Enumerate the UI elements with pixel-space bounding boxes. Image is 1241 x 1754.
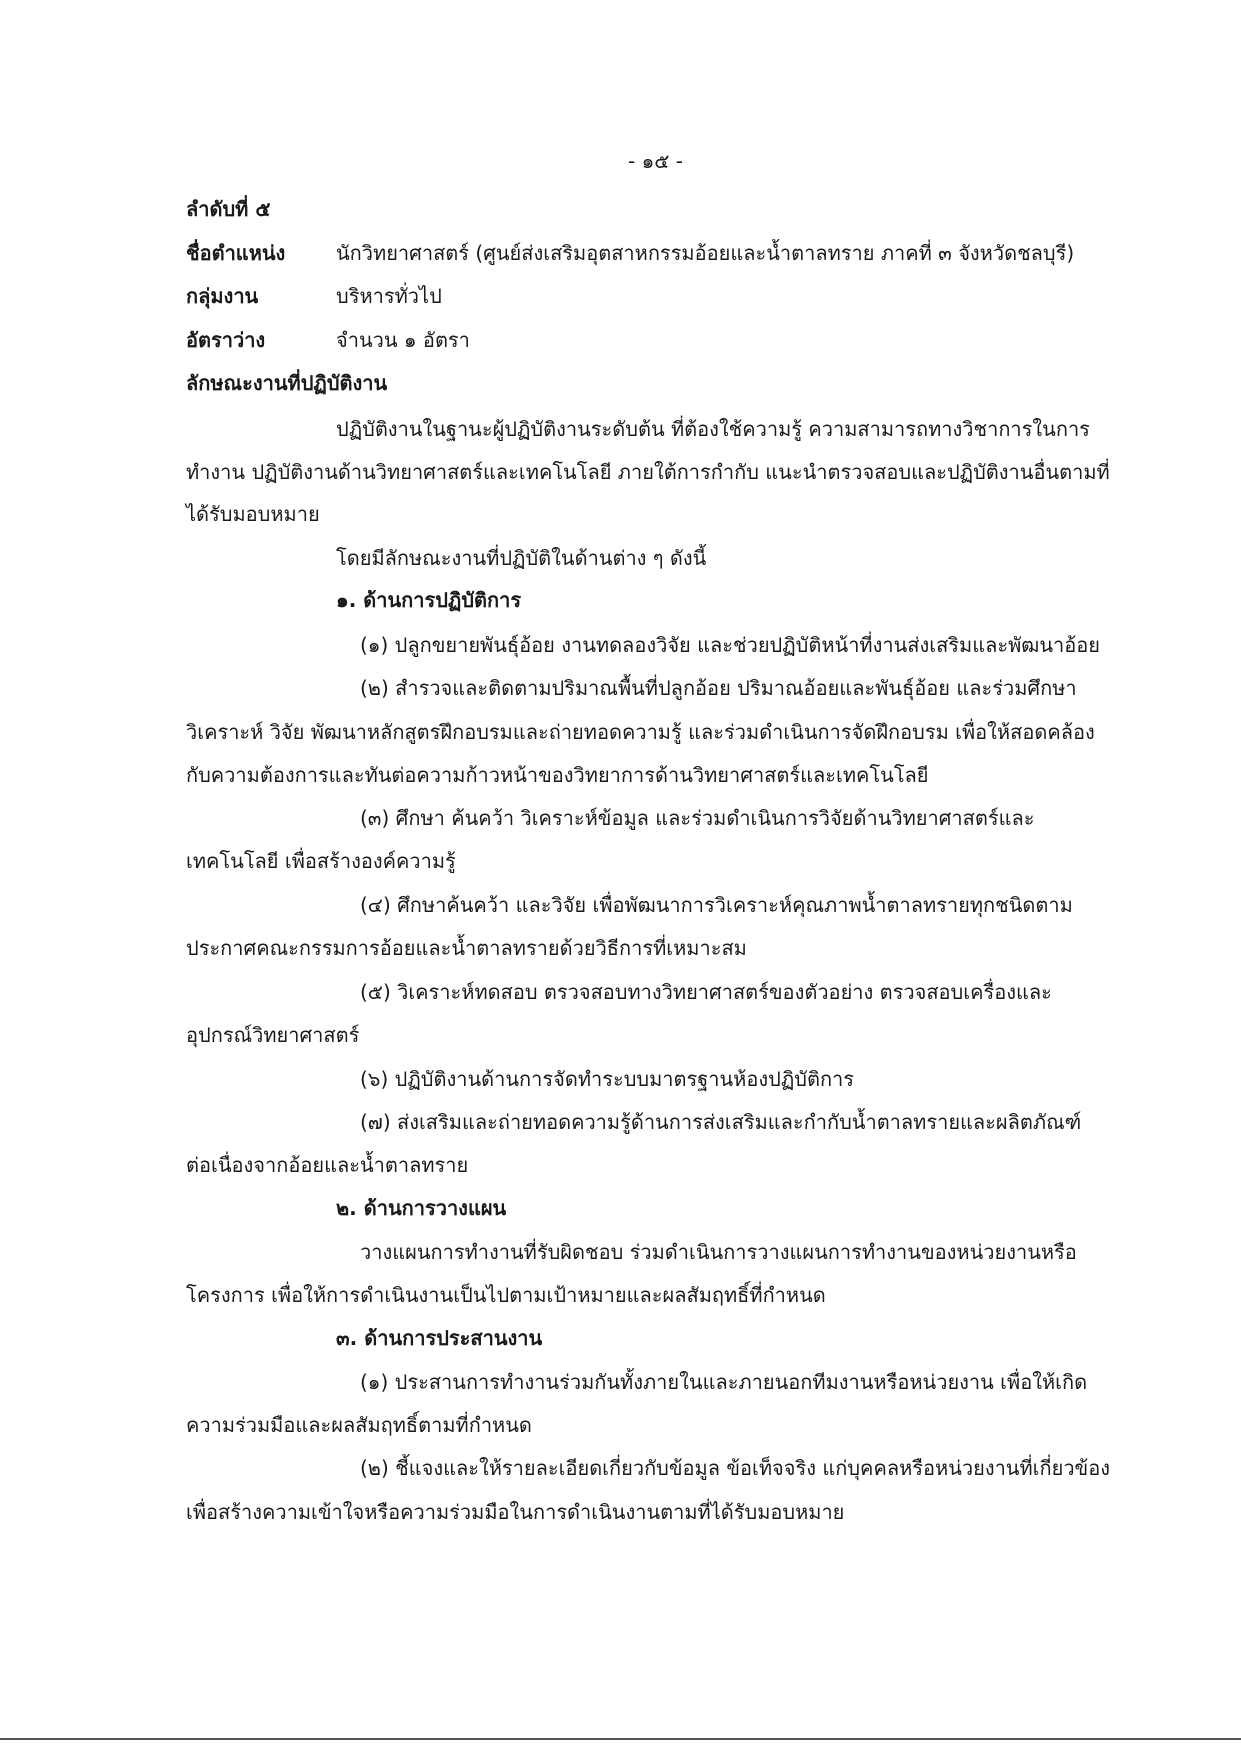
section-line: เพื่อสร้างความเข้าใจหรือความร่วมมือในการดำเนินงานตามที่ได้รับมอบหมาย (186, 1500, 845, 1524)
section-line: เทคโนโลยี เพื่อสร้างองค์ความรู้ (186, 849, 456, 873)
section-line: อุปกรณ์วิทยาศาสตร์ (186, 1023, 360, 1047)
section-line: (๒) ชี้แจงและให้รายละเอียดเกี่ยวกับข้อมูล ข้อเท็จจริง แก่บุคคลหรือหน่วยงานที่เกี่ยวข้อง (360, 1456, 1111, 1480)
bottom-edge-line (0, 1738, 1241, 1740)
job-description-heading: ลักษณะงานที่ปฏิบัติงาน (186, 371, 388, 395)
intro-line: ได้รับมอบหมาย (186, 502, 320, 526)
section-line: (๓) ศึกษา ค้นคว้า วิเคราะห์ข้อมูล และร่วมดำเนินการวิจัยด้านวิทยาศาสตร์และ (360, 806, 1035, 830)
section-line: โครงการ เพื่อให้การดำเนินงานเป็นไปตามเป้าหมายและผลสัมฤทธิ์ที่กำหนด (186, 1283, 826, 1307)
intro-line: ทำงาน ปฏิบัติงานด้านวิทยาศาสตร์และเทคโนโลยี ภายใต้การกำกับ แนะนำตรวจสอบและปฏิบัติงานอื่นตามที่ (186, 460, 1110, 484)
field-label: อัตราว่าง (186, 328, 266, 352)
page-number: - ๑๕ - (628, 149, 683, 173)
field-value: บริหารทั่วไป (336, 284, 442, 308)
field-vacancy (186, 325, 1166, 355)
section-line: (๑) ปลูกขยายพันธุ์อ้อย งานทดลองวิจัย และช่วยปฏิบัติหน้าที่งานส่งเสริมและพัฒนาอ้อย (360, 633, 1100, 657)
intro-line: ปฏิบัติงานในฐานะผู้ปฏิบัติงานระดับต้น ที่ต้องใช้ความรู้ ความสามารถทางวิชาการในการ (336, 417, 1090, 441)
section-line: (๖) ปฏิบัติงานด้านการจัดทำระบบมาตรฐานห้องปฏิบัติการ (360, 1067, 855, 1091)
field-group (186, 281, 1166, 311)
intro-lead: โดยมีลักษณะงานที่ปฏิบัติในด้านต่าง ๆ ดังนี้ (336, 546, 707, 570)
section-heading: ๓. ด้านการประสานงาน (336, 1326, 543, 1350)
section-line: ประกาศคณะกรรมการอ้อยและน้ำตาลทรายด้วยวิธีการที่เหมาะสม (186, 936, 747, 960)
section-line: ต่อเนื่องจากอ้อยและน้ำตาลทราย (186, 1153, 469, 1177)
section-line: วิเคราะห์ วิจัย พัฒนาหลักสูตรฝึกอบรมและถ่ายทอดความรู้ และร่วมดำเนินการจัดฝึกอบรม เพื่อให้สอดคล้อง (186, 720, 1095, 744)
section-line: (๗) ส่งเสริมและถ่ายทอดความรู้ด้านการส่งเสริมและกำกับน้ำตาลทรายและผลิตภัณฑ์ (360, 1110, 1082, 1134)
section-line: (๔) ศึกษาค้นคว้า และวิจัย เพื่อพัฒนาการวิเคราะห์คุณภาพน้ำตาลทรายทุกชนิดตาม (360, 893, 1073, 917)
order-heading: ลำดับที่ ๕ (186, 197, 271, 221)
section-line: วางแผนการทำงานที่รับผิดชอบ ร่วมดำเนินการวางแผนการทำงานของหน่วยงานหรือ (360, 1240, 1077, 1264)
section-line: (๑) ประสานการทำงานร่วมกันทั้งภายในและภายนอกทีมงานหรือหน่วยงาน เพื่อให้เกิด (360, 1370, 1088, 1394)
field-value: นักวิทยาศาสตร์ (ศูนย์ส่งเสริมอุตสาหกรรมอ้อยและน้ำตาลทราย ภาคที่ ๓ จังหวัดชลบุรี) (336, 241, 1075, 265)
field-label: กลุ่มงาน (186, 284, 259, 308)
section-heading: ๑. ด้านการปฏิบัติการ (336, 588, 522, 612)
section-line: กับความต้องการและทันต่อความก้าวหน้าของวิทยาการด้านวิทยาศาสตร์และเทคโนโลยี (186, 763, 929, 787)
field-position (186, 238, 1166, 268)
section-line: (๕) วิเคราะห์ทดสอบ ตรวจสอบทางวิทยาศาสตร์ของตัวอย่าง ตรวจสอบเครื่องและ (360, 980, 1052, 1004)
field-value: จำนวน ๑ อัตรา (336, 328, 470, 352)
section-heading: ๒. ด้านการวางแผน (336, 1196, 507, 1220)
section-line: (๒) สำรวจและติดตามปริมาณพื้นที่ปลูกอ้อย ปริมาณอ้อยและพันธุ์อ้อย และร่วมศึกษา (360, 676, 1077, 700)
section-line: ความร่วมมือและผลสัมฤทธิ์ตามที่กำหนด (186, 1413, 532, 1437)
field-label: ชื่อตำแหน่ง (186, 241, 286, 265)
